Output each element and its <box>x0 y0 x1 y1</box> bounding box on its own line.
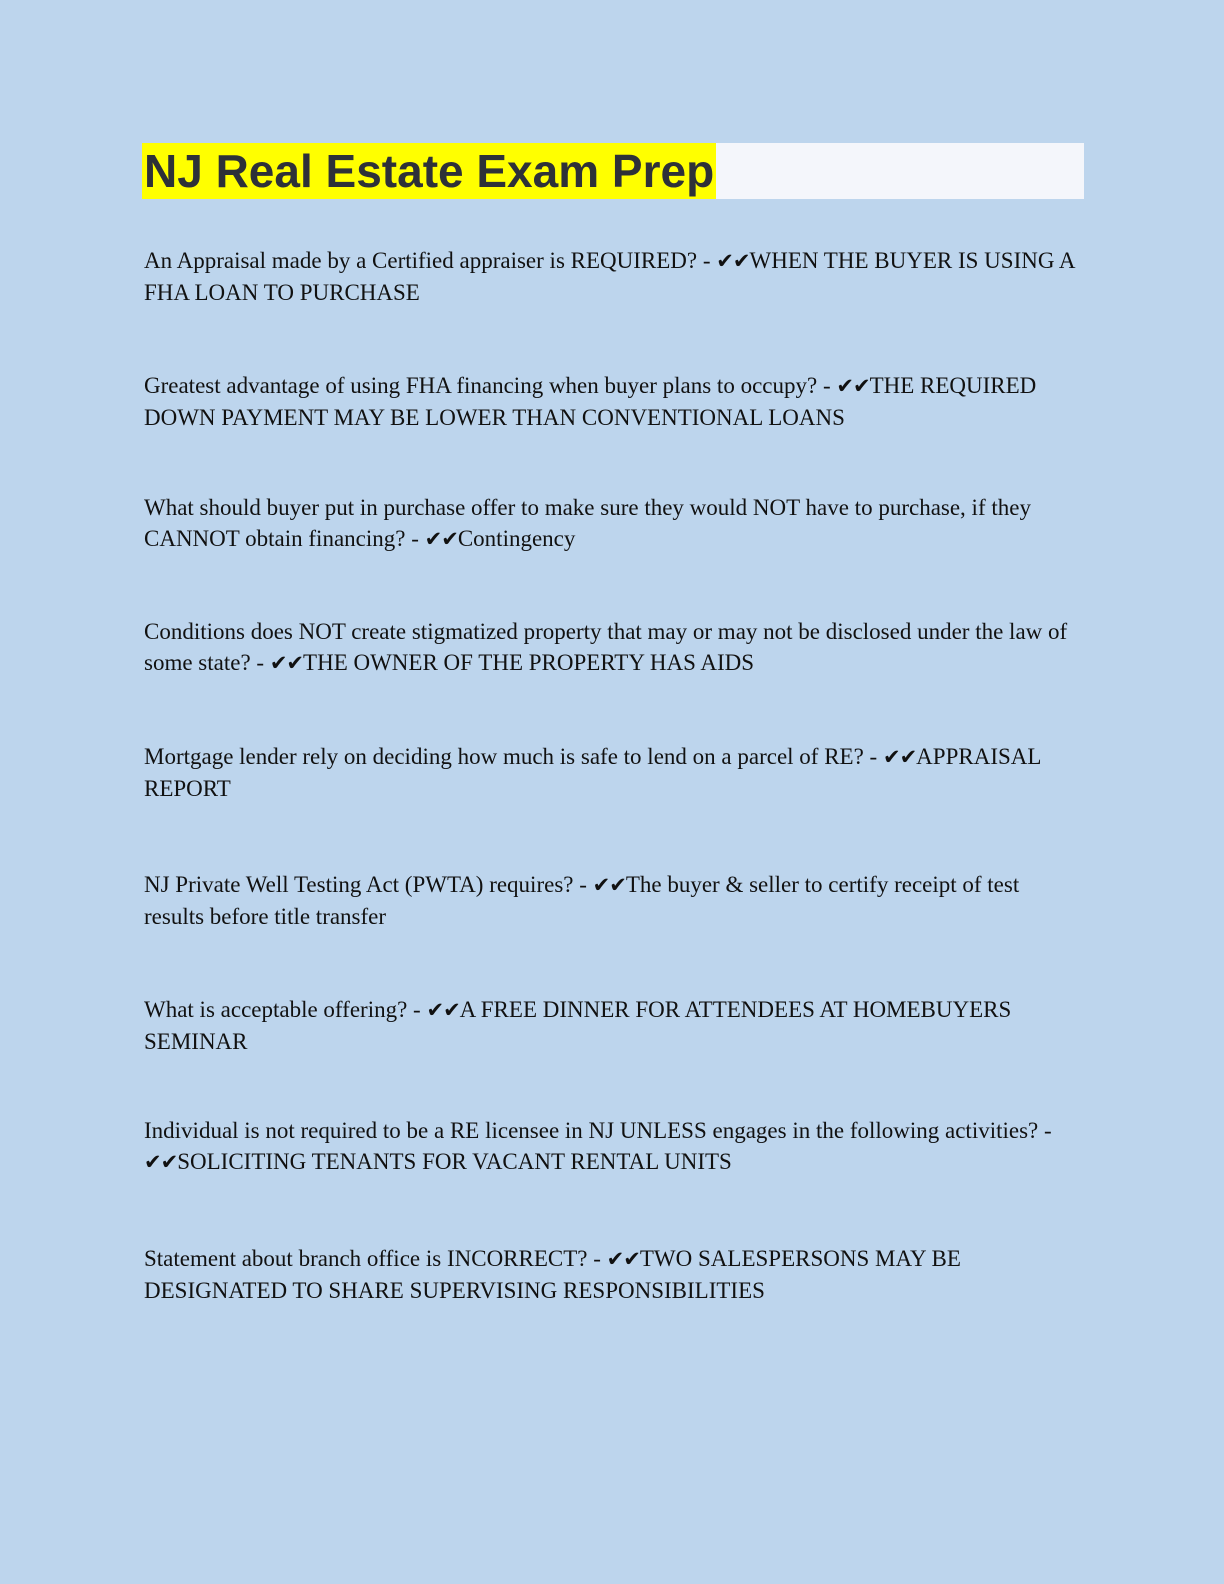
qa-item <box>144 616 1084 679</box>
title-bar <box>142 143 1084 199</box>
double-check-icon: ✔✔ <box>716 249 750 273</box>
page-title: NJ Real Estate Exam Prep <box>144 145 715 197</box>
answer-text: WHEN THE BUYER IS USING A FHA LOAN TO PURCHASE <box>144 248 1075 305</box>
question-text: What is acceptable offering? - <box>144 997 427 1022</box>
qa-item <box>144 370 1084 433</box>
answer-text: THE OWNER OF THE PROPERTY HAS AIDS <box>303 650 755 675</box>
question-text: Statement about branch office is INCORRECT? - <box>144 1246 607 1271</box>
double-check-icon: ✔✔ <box>836 374 870 398</box>
answer-text: TWO SALESPERSONS MAY BE DESIGNATED TO SHARE SUPERVISING RESPONSIBILITIES <box>144 1246 961 1303</box>
question-text: Conditions does NOT create stigmatized property that may or may not be disclosed under the law of some state? - <box>144 619 1068 675</box>
question-text: NJ Private Well Testing Act (PWTA) requires? - <box>144 872 593 897</box>
answer-text: APPRAISAL REPORT <box>144 744 1041 801</box>
qa-item <box>144 1243 1084 1306</box>
answer-text: THE REQUIRED DOWN PAYMENT MAY BE LOWER THAN CONVENTIONAL LOANS <box>144 373 1037 430</box>
double-check-icon: ✔✔ <box>424 527 458 551</box>
question-text: Individual is not required to be a RE licensee in NJ UNLESS engages in the following activities? - <box>144 1118 1052 1143</box>
question-text: An Appraisal made by a Certified appraiser is REQUIRED? - <box>144 248 717 273</box>
double-check-icon: ✔✔ <box>592 873 626 897</box>
question-text: Greatest advantage of using FHA financing when buyer plans to occupy? - <box>144 373 837 398</box>
double-check-icon: ✔✔ <box>144 1150 178 1174</box>
double-check-icon: ✔✔ <box>882 745 917 769</box>
double-check-icon: ✔✔ <box>426 998 460 1022</box>
double-check-icon: ✔✔ <box>606 1247 640 1271</box>
qa-item <box>144 869 1084 932</box>
answer-text: Contingency <box>457 526 576 551</box>
answer-text: A FREE DINNER FOR ATTENDEES AT HOMEBUYERS SEMINAR <box>144 997 1012 1054</box>
qa-item <box>144 245 1084 308</box>
qa-item <box>144 492 1084 555</box>
qa-item <box>144 994 1084 1057</box>
answer-text: The buyer & seller to certify receipt of test results before title transfer <box>144 872 1020 929</box>
double-check-icon: ✔✔ <box>269 651 304 675</box>
qa-item <box>144 741 1084 804</box>
question-text: What should buyer put in purchase offer to make sure they would NOT have to purchase, if they CANNOT obtain financing? - <box>144 495 1031 551</box>
answer-text: SOLICITING TENANTS FOR VACANT RENTAL UNITS <box>177 1149 732 1174</box>
question-text: Mortgage lender rely on deciding how much is safe to lend on a parcel of RE? - <box>144 744 883 769</box>
qa-item <box>144 1115 1084 1178</box>
